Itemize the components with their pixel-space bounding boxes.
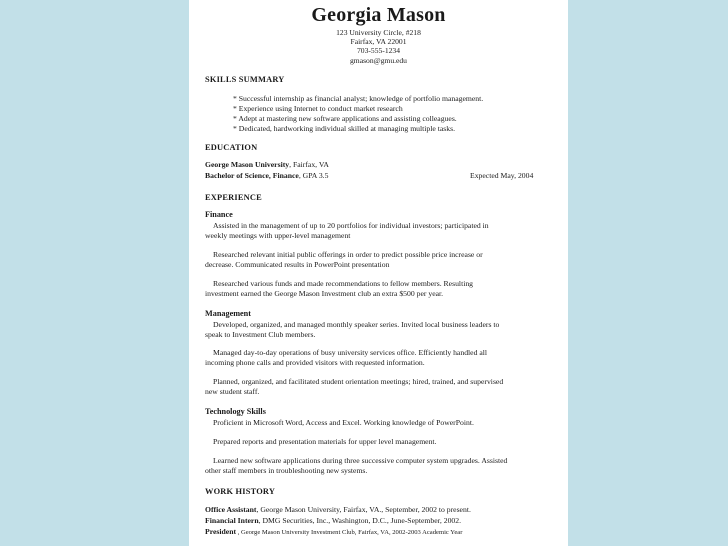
job-detail: , George Mason University, Fairfax, VA., September, 2002 to present. (256, 505, 471, 514)
skill-item: * Successful internship as financial analyst; knowledge of portfolio management. (233, 94, 484, 103)
experience-line: Managed day-to-day operations of busy university services office. Efficiently handled all (213, 348, 488, 357)
job-detail: , George Mason University Investment Club, Fairfax, VA, 2002-2003 Academic Year (236, 529, 463, 536)
experience-line: Planned, organized, and facilitated student orientation meetings; hired, trained, and supervised (213, 377, 504, 386)
degree-gpa: , GPA 3.5 (298, 171, 329, 180)
experience-line: Assisted in the management of up to 20 portfolios for individual investors; participated in (213, 221, 489, 230)
experience-line: new student staff. (205, 387, 260, 396)
job-detail: , DMG Securities, Inc., Washington, D.C., June-September, 2002. (258, 516, 462, 525)
school-location: , Fairfax, VA (289, 160, 329, 169)
work-history-item (205, 527, 462, 537)
phone-number: 703-555-1234 (356, 46, 401, 55)
management-subheading: Management (205, 309, 251, 318)
education-degree (205, 171, 328, 180)
work-history-item (205, 505, 471, 514)
experience-heading: EXPERIENCE (205, 193, 262, 202)
expected-graduation: Expected May, 2004 (470, 171, 534, 180)
job-title: Financial Intern (205, 516, 259, 525)
skill-item: * Adept at mastering new software applications and assisting colleagues. (233, 114, 457, 123)
resume-name: Georgia Mason (311, 4, 446, 26)
skills-summary-heading: SKILLS SUMMARY (205, 75, 285, 84)
experience-line: Proficient in Microsoft Word, Access and Excel. Working knowledge of PowerPoint. (213, 418, 474, 427)
experience-line: weekly meetings with upper-level management (205, 231, 351, 240)
school-name: George Mason University (205, 160, 290, 169)
experience-line: Learned new software applications during three successive computer system upgrades. Assisted (213, 456, 508, 465)
skill-item: * Experience using Internet to conduct market research (233, 104, 403, 113)
education-school (205, 160, 329, 169)
resume-page (189, 0, 568, 546)
experience-line: incoming phone calls and provided visitors with requested information. (205, 358, 425, 367)
experience-line: decrease. Communicated results in PowerPoint presentation (205, 260, 390, 269)
address-line-1: 123 University Circle, #218 (336, 28, 421, 37)
work-history-item (205, 516, 461, 525)
experience-line: Researched various funds and made recommendations to fellow members. Resulting (213, 279, 474, 288)
experience-line: Researched relevant initial public offerings in order to predict possible price increase or (213, 250, 483, 259)
degree-name: Bachelor of Science, Finance (205, 171, 299, 180)
education-heading: EDUCATION (205, 143, 258, 152)
experience-line: Developed, organized, and managed monthly speaker series. Invited local business leaders to (213, 320, 500, 329)
job-title: President (205, 527, 237, 536)
technology-subheading: Technology Skills (205, 407, 266, 416)
experience-line: investment earned the George Mason Investment club an extra $500 per year. (205, 289, 444, 298)
work-history-heading: WORK HISTORY (205, 487, 276, 496)
address-line-2: Fairfax, VA 22001 (350, 37, 407, 46)
experience-line: Prepared reports and presentation materials for upper level management. (213, 437, 437, 446)
job-title: Office Assistant (205, 505, 257, 514)
finance-subheading: Finance (205, 210, 233, 219)
skill-item: * Dedicated, hardworking individual skilled at managing multiple tasks. (233, 124, 456, 133)
experience-line: speak to Investment Club members. (205, 330, 316, 339)
email-address: gmason@gmu.edu (350, 56, 407, 65)
experience-line: other staff members in troubleshooting new systems. (205, 466, 368, 475)
